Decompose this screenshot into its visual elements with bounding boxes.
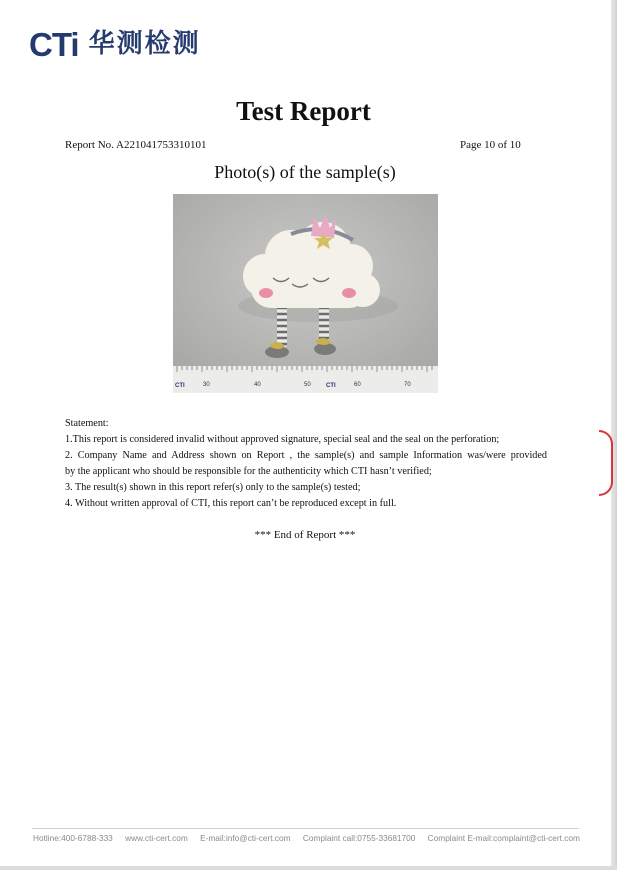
ruler-label: CTI bbox=[326, 383, 336, 389]
sample-photo bbox=[173, 194, 438, 393]
page-edge bbox=[611, 0, 617, 870]
footer-hotline: Hotline:400-6788-333 bbox=[33, 833, 113, 843]
footer-website: www.cti-cert.com bbox=[125, 833, 188, 843]
perforation-seal bbox=[599, 430, 613, 496]
ruler-label: 30 bbox=[203, 382, 210, 388]
page-bottom-edge bbox=[0, 866, 617, 870]
ruler-label: 60 bbox=[354, 382, 361, 388]
ruler-label: 50 bbox=[304, 382, 311, 388]
page-number: Page 10 of 10 bbox=[460, 139, 521, 151]
ruler-label: CTI bbox=[175, 383, 185, 389]
footer-divider bbox=[32, 828, 579, 829]
page-footer bbox=[33, 833, 580, 843]
footer-email: E-mail:info@cti-cert.com bbox=[200, 833, 291, 843]
ruler bbox=[173, 366, 438, 393]
footer-complaint-call: Complaint call:0755-33681700 bbox=[302, 833, 416, 843]
end-of-report: *** End of Report *** bbox=[254, 529, 356, 541]
page-title: Test Report bbox=[236, 96, 371, 126]
ruler-label: 40 bbox=[254, 382, 261, 388]
footer-complaint-email: Complaint E-mail:complaint@cti-cert.com bbox=[427, 833, 580, 843]
statement-line-4: 3. The result(s) shown in this report refer(s) only to the sample(s) tested; bbox=[65, 482, 361, 493]
statement-block bbox=[65, 416, 547, 512]
statement-line-5: 4. Without written approval of CTI, this report can’t be reproduced except in full. bbox=[65, 498, 397, 509]
statement-line-1: 1.This report is considered invalid without approved signature, special seal and the seal on the perforation; bbox=[65, 434, 500, 445]
logo-brand-text: CTi bbox=[29, 25, 79, 63]
statement-line-3: by the applicant who should be responsible for the authenticity which CTI hasn’t verified; bbox=[65, 466, 432, 477]
photo-heading: Photo(s) of the sample(s) bbox=[214, 162, 396, 182]
logo-chinese-text: 华测检测 bbox=[88, 29, 201, 59]
statement-line-2: 2. Company Name and Address shown on Report , the sample(s) and sample Information was/were provided bbox=[65, 450, 547, 461]
statement-heading: Statement: bbox=[65, 418, 109, 429]
sample-photo-image bbox=[173, 194, 438, 393]
ruler-label: 70 bbox=[404, 382, 411, 388]
cti-logo bbox=[29, 24, 201, 64]
report-number: Report No. A221041753310101 bbox=[65, 139, 207, 151]
